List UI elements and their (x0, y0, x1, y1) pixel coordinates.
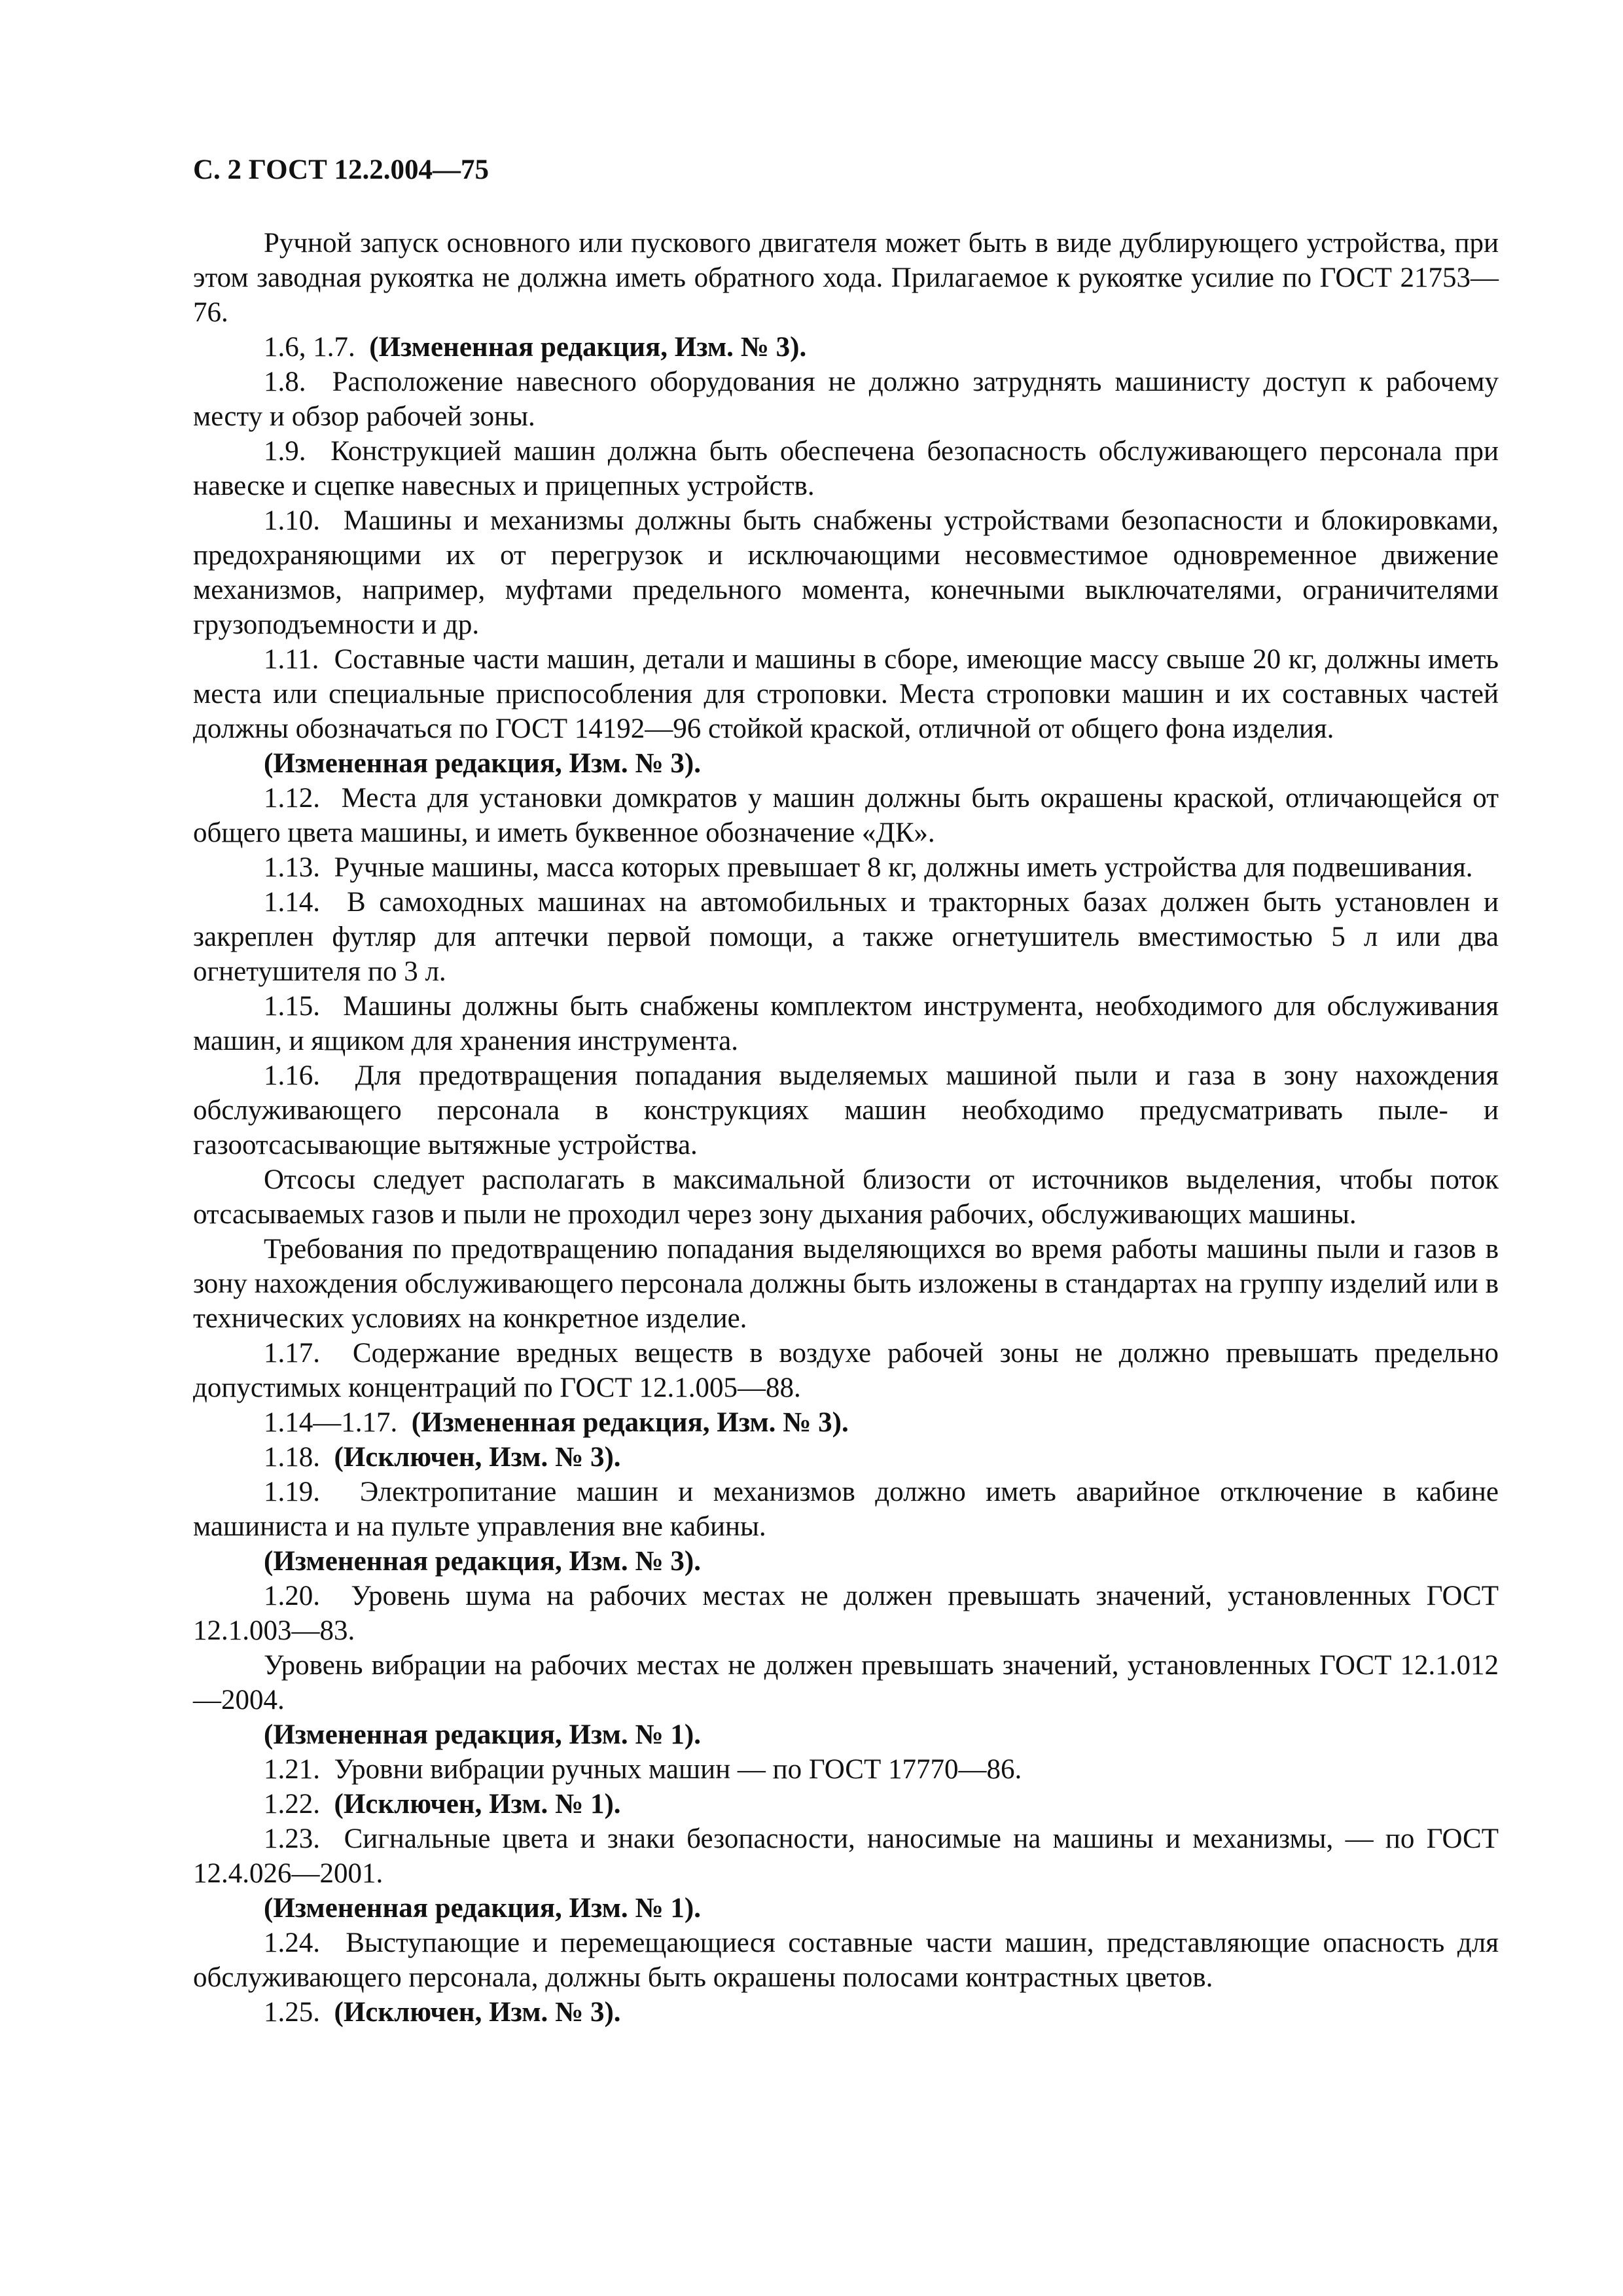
paragraph (193, 1544, 1499, 1579)
clause-text: Составные части машин, детали и машины в сборе, имеющие массу свыше 20 кг, должны иметь места или специальные приспособления для строповки. Места строповки машин и их составных частей должны обозначаться по ГОСТ 14192—96 стойкой краской, отличной от общего фона изделия. (193, 644, 1499, 744)
clause-number: 1.10. (264, 505, 320, 536)
clause-number: 1.19. (264, 1477, 320, 1507)
clause-text: Уровень вибрации на рабочих местах не должен превышать значений, установленных ГОСТ 12.1.012—2004. (193, 1650, 1499, 1715)
paragraph (193, 1752, 1499, 1787)
amendment-note: (Измененная редакция, Изм. № 3). (264, 748, 701, 779)
clause-number: 1.13. (264, 852, 320, 883)
clause-text: Конструкцией машин должна быть обеспечена безопасность обслуживающего персонала при навеске и сцепке навесных и прицепных устройств. (193, 436, 1499, 501)
paragraph (193, 1821, 1499, 1891)
paragraph (193, 1995, 1499, 2030)
document-body (193, 226, 1499, 2030)
clause-text: Ручной запуск основного или пускового двигателя может быть в виде дублирующего устройства, при этом заводная рукоятка не должна иметь обратного хода. Прилагаемое к рукоятке усилие по ГОСТ 21753—76. (193, 228, 1499, 328)
paragraph (193, 642, 1499, 746)
paragraph (193, 1717, 1499, 1752)
paragraph (193, 503, 1499, 642)
clause-number: 1.25. (264, 1997, 320, 2028)
paragraph (193, 1440, 1499, 1475)
clause-number: 1.22. (264, 1789, 320, 1820)
paragraph (193, 989, 1499, 1058)
paragraph (193, 1405, 1499, 1440)
clause-text: Требования по предотвращению попадания выделяющихся во время работы машины пыли и газов в зону нахождения обслуживающего персонала должны быть изложены в стандартах на группу изделий или в технических условиях на конкретное изделие. (193, 1234, 1499, 1334)
clause-number: 1.12. (264, 783, 320, 814)
paragraph (193, 1162, 1499, 1232)
clause-text: Выступающие и перемещающиеся составные части машин, представляющие опасность для обслуживающего персонала, должны быть окрашены полосами контрастных цветов. (193, 1928, 1499, 1993)
paragraph (193, 1475, 1499, 1544)
paragraph (193, 781, 1499, 850)
clause-number: 1.6, 1.7. (264, 332, 355, 363)
paragraph (193, 1926, 1499, 1995)
clause-number: 1.17. (264, 1338, 320, 1369)
clause-text: Уровни вибрации ручных машин — по ГОСТ 17770—86. (334, 1754, 1022, 1785)
clause-number: 1.14. (264, 887, 320, 918)
clause-text: Для предотвращения попадания выделяемых машиной пыли и газа в зону нахождения обслуживающего персонала в конструкциях машин необходимо предусматривать пыле- и газоотсасывающие вытяжные устройства. (193, 1060, 1499, 1160)
clause-text: Машины должны быть снабжены комплектом инструмента, необходимого для обслуживания машин, и ящиком для хранения инструмента. (193, 991, 1499, 1056)
paragraph (193, 1648, 1499, 1717)
clause-number: 1.11. (264, 644, 319, 675)
clause-text: Места для установки домкратов у машин должны быть окрашены краской, отличающейся от общего цвета машины, и иметь буквенное обозначение «ДК». (193, 783, 1499, 848)
paragraph (193, 1336, 1499, 1405)
clause-text: Машины и механизмы должны быть снабжены устройствами безопасности и блокировками, предохраняющими их от перегрузок и исключающими несовместимое одновременное движение механизмов, например, муфтами предельного момента, конечными выключателями, ограничителями грузоподъемности и др. (193, 505, 1499, 640)
amendment-note: (Измененная редакция, Изм. № 3). (369, 332, 807, 363)
clause-text: Сигнальные цвета и знаки безопасности, наносимые на машины и механизмы, — по ГОСТ 12.4.026—2001. (193, 1823, 1499, 1889)
clause-number: 1.14—1.17. (264, 1407, 398, 1438)
clause-number: 1.24. (264, 1928, 320, 1958)
paragraph (193, 434, 1499, 503)
clause-number: 1.23. (264, 1823, 320, 1854)
clause-number: 1.21. (264, 1754, 320, 1785)
amendment-note: (Измененная редакция, Изм. № 1). (264, 1893, 701, 1924)
paragraph (193, 1058, 1499, 1162)
clause-number: 1.16. (264, 1060, 320, 1091)
clause-text: Уровень шума на рабочих местах не должен превышать значений, установленных ГОСТ 12.1.003—83. (193, 1581, 1499, 1646)
clause-text: В самоходных машинах на автомобильных и тракторных базах должен быть установлен и закреплен футляр для аптечки первой помощи, а также огнетушитель вместимостью 5 л или два огнетушителя по 3 л. (193, 887, 1499, 987)
paragraph (193, 1787, 1499, 1821)
amendment-note: (Исключен, Изм. № 3). (334, 1442, 621, 1473)
clause-text: Электропитание машин и механизмов должно иметь аварийное отключение в кабине машиниста и на пульте управления вне кабины. (193, 1477, 1499, 1542)
paragraph (193, 1891, 1499, 1926)
clause-number: 1.15. (264, 991, 320, 1022)
clause-text: Расположение навесного оборудования не должно затруднять машинисту доступ к рабочему месту и обзор рабочей зоны. (193, 367, 1499, 432)
amendment-note: (Исключен, Изм. № 3). (334, 1997, 621, 2028)
clause-text: Ручные машины, масса которых превышает 8 кг, должны иметь устройства для подвешивания. (334, 852, 1473, 883)
amendment-note: (Измененная редакция, Изм. № 3). (264, 1546, 701, 1577)
clause-number: 1.18. (264, 1442, 320, 1473)
amendment-note: (Измененная редакция, Изм. № 3). (411, 1407, 849, 1438)
paragraph (193, 850, 1499, 885)
paragraph (193, 1579, 1499, 1648)
paragraph (193, 330, 1499, 365)
page-header: С. 2 ГОСТ 12.2.004—75 (193, 154, 490, 185)
paragraph (193, 746, 1499, 781)
clause-text: Отсосы следует располагать в максимальной близости от источников выделения, чтобы поток отсасываемых газов и пыли не проходил через зону дыхания рабочих, обслуживающих машины. (193, 1164, 1499, 1230)
paragraph (193, 365, 1499, 434)
clause-text: Содержание вредных веществ в воздухе рабочей зоны не должно превышать предельно допустимых концентраций по ГОСТ 12.1.005—88. (193, 1338, 1499, 1403)
clause-number: 1.9. (264, 436, 306, 467)
amendment-note: (Исключен, Изм. № 1). (334, 1789, 621, 1820)
paragraph (193, 226, 1499, 330)
paragraph (193, 885, 1499, 989)
paragraph (193, 1232, 1499, 1336)
clause-number: 1.8. (264, 367, 306, 397)
clause-number: 1.20. (264, 1581, 320, 1611)
amendment-note: (Измененная редакция, Изм. № 1). (264, 1719, 701, 1750)
